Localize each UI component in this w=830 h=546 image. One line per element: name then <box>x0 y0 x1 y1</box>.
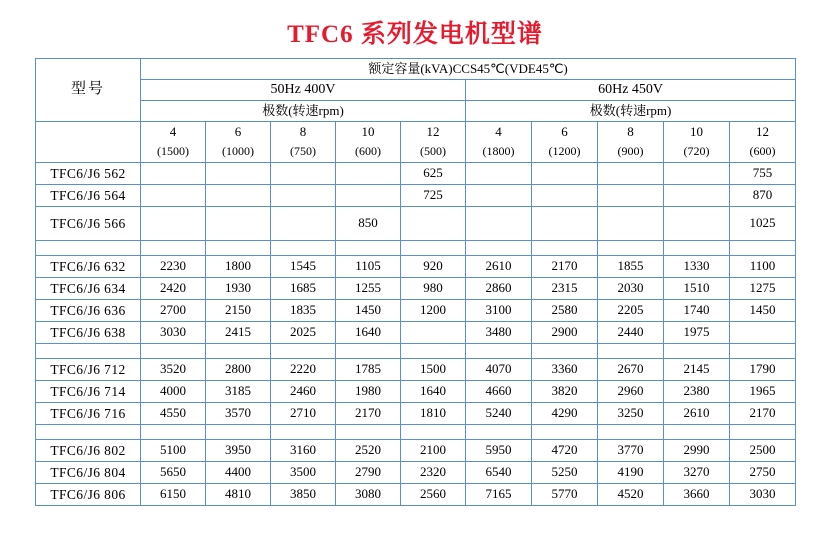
pole-number-1-4: 12 <box>730 122 796 143</box>
rating-cell-12-7 <box>598 425 664 440</box>
model-cell: TFC6/J6 638 <box>36 322 141 344</box>
rating-cell-15-6: 5770 <box>532 484 598 506</box>
model-cell: TFC6/J6 566 <box>36 207 141 241</box>
model-cell: TFC6/J6 632 <box>36 256 141 278</box>
rating-cell-2-8 <box>664 207 730 241</box>
rating-cell-7-7: 2440 <box>598 322 664 344</box>
rating-cell-8-5 <box>466 344 532 359</box>
rating-cell-4-9: 1100 <box>730 256 796 278</box>
rating-cell-9-0: 3520 <box>141 359 206 381</box>
table-row <box>36 163 796 185</box>
rating-cell-6-8: 1740 <box>664 300 730 322</box>
rating-cell-10-0: 4000 <box>141 381 206 403</box>
rating-cell-2-4 <box>401 207 466 241</box>
rating-cell-5-7: 2030 <box>598 278 664 300</box>
table-row <box>36 322 796 344</box>
table-row <box>36 241 796 256</box>
rating-cell-7-1: 2415 <box>206 322 271 344</box>
rating-cell-6-9: 1450 <box>730 300 796 322</box>
rating-cell-8-1 <box>206 344 271 359</box>
table-row <box>36 300 796 322</box>
rating-cell-10-2: 2460 <box>271 381 336 403</box>
rating-cell-1-4: 725 <box>401 185 466 207</box>
rating-cell-7-6: 2900 <box>532 322 598 344</box>
rating-cell-9-6: 3360 <box>532 359 598 381</box>
rating-cell-12-0 <box>141 425 206 440</box>
rating-cell-6-5: 3100 <box>466 300 532 322</box>
rating-cell-1-6 <box>532 185 598 207</box>
rating-cell-7-0: 3030 <box>141 322 206 344</box>
rating-cell-13-9: 2500 <box>730 440 796 462</box>
rating-cell-4-6: 2170 <box>532 256 598 278</box>
model-cell: TFC6/J6 806 <box>36 484 141 506</box>
rating-cell-1-3 <box>336 185 401 207</box>
rating-cell-5-4: 980 <box>401 278 466 300</box>
rating-cell-15-2: 3850 <box>271 484 336 506</box>
capacity-header: 额定容量(kVA)CCS45℃(VDE45℃) <box>141 59 796 80</box>
rating-cell-14-5: 6540 <box>466 462 532 484</box>
rating-cell-4-1: 1800 <box>206 256 271 278</box>
rating-cell-10-8: 2380 <box>664 381 730 403</box>
rating-cell-14-0: 5650 <box>141 462 206 484</box>
rating-cell-6-3: 1450 <box>336 300 401 322</box>
rating-cell-10-6: 3820 <box>532 381 598 403</box>
rating-cell-6-4: 1200 <box>401 300 466 322</box>
rating-cell-1-5 <box>466 185 532 207</box>
pole-rpm-0-4: (500) <box>401 142 466 163</box>
rating-cell-13-4: 2100 <box>401 440 466 462</box>
rating-cell-9-8: 2145 <box>664 359 730 381</box>
rating-cell-4-4: 920 <box>401 256 466 278</box>
rating-cell-8-8 <box>664 344 730 359</box>
pole-number-1-2: 8 <box>598 122 664 143</box>
rating-cell-12-1 <box>206 425 271 440</box>
rating-cell-13-8: 2990 <box>664 440 730 462</box>
rating-cell-1-2 <box>271 185 336 207</box>
pole-rpm-0-1: (1000) <box>206 142 271 163</box>
rating-cell-11-6: 4290 <box>532 403 598 425</box>
rating-cell-5-6: 2315 <box>532 278 598 300</box>
model-column-header: 型号 <box>36 59 141 122</box>
rating-cell-15-0: 6150 <box>141 484 206 506</box>
rating-cell-10-1: 3185 <box>206 381 271 403</box>
rating-cell-14-4: 2320 <box>401 462 466 484</box>
header-row-frequency <box>36 80 796 101</box>
rating-cell-1-8 <box>664 185 730 207</box>
rating-cell-11-2: 2710 <box>271 403 336 425</box>
pole-number-0-3: 10 <box>336 122 401 143</box>
rating-cell-7-8: 1975 <box>664 322 730 344</box>
rating-cell-4-2: 1545 <box>271 256 336 278</box>
rating-cell-10-7: 2960 <box>598 381 664 403</box>
table-row <box>36 462 796 484</box>
rating-cell-1-7 <box>598 185 664 207</box>
model-cell: TFC6/J6 802 <box>36 440 141 462</box>
rating-cell-9-3: 1785 <box>336 359 401 381</box>
rating-cell-12-3 <box>336 425 401 440</box>
rating-cell-4-0: 2230 <box>141 256 206 278</box>
header-row-capacity <box>36 59 796 80</box>
model-cell: TFC6/J6 564 <box>36 185 141 207</box>
rating-cell-2-0 <box>141 207 206 241</box>
model-cell <box>36 241 141 256</box>
rating-cell-3-3 <box>336 241 401 256</box>
rating-cell-9-1: 2800 <box>206 359 271 381</box>
header-row-pole-rpm <box>36 142 796 163</box>
rating-cell-8-2 <box>271 344 336 359</box>
rating-cell-3-2 <box>271 241 336 256</box>
page-title: TFC6 系列发电机型谱 <box>287 21 543 48</box>
table-row <box>36 256 796 278</box>
rating-cell-8-9 <box>730 344 796 359</box>
rating-cell-6-0: 2700 <box>141 300 206 322</box>
rating-cell-0-9: 755 <box>730 163 796 185</box>
rating-cell-1-1 <box>206 185 271 207</box>
model-cell: TFC6/J6 804 <box>36 462 141 484</box>
header-row-pole-numbers <box>36 122 796 143</box>
rating-cell-0-6 <box>532 163 598 185</box>
poles-label-1: 极数(转速rpm) <box>466 101 796 122</box>
rating-cell-12-9 <box>730 425 796 440</box>
model-cell <box>36 344 141 359</box>
pole-number-0-4: 12 <box>401 122 466 143</box>
model-cell: TFC6/J6 636 <box>36 300 141 322</box>
rating-cell-14-9: 2750 <box>730 462 796 484</box>
rating-cell-9-2: 2220 <box>271 359 336 381</box>
rating-cell-7-4 <box>401 322 466 344</box>
rating-cell-9-7: 2670 <box>598 359 664 381</box>
poles-label-0: 极数(转速rpm) <box>141 101 466 122</box>
rating-cell-8-3 <box>336 344 401 359</box>
rating-cell-15-3: 3080 <box>336 484 401 506</box>
rating-cell-2-2 <box>271 207 336 241</box>
pole-rpm-0-0: (1500) <box>141 142 206 163</box>
rating-cell-2-1 <box>206 207 271 241</box>
rating-cell-11-0: 4550 <box>141 403 206 425</box>
rating-cell-3-9 <box>730 241 796 256</box>
rating-cell-3-0 <box>141 241 206 256</box>
rating-cell-11-3: 2170 <box>336 403 401 425</box>
rating-cell-5-8: 1510 <box>664 278 730 300</box>
table-row <box>36 403 796 425</box>
rating-cell-10-9: 1965 <box>730 381 796 403</box>
table-row <box>36 278 796 300</box>
rating-cell-0-1 <box>206 163 271 185</box>
rating-cell-4-3: 1105 <box>336 256 401 278</box>
rating-cell-5-5: 2860 <box>466 278 532 300</box>
rating-cell-6-1: 2150 <box>206 300 271 322</box>
rating-cell-3-4 <box>401 241 466 256</box>
model-cell: TFC6/J6 716 <box>36 403 141 425</box>
rating-cell-15-5: 7165 <box>466 484 532 506</box>
table-row <box>36 207 796 241</box>
rating-cell-13-0: 5100 <box>141 440 206 462</box>
rating-cell-0-0 <box>141 163 206 185</box>
rating-cell-9-4: 1500 <box>401 359 466 381</box>
rating-cell-13-2: 3160 <box>271 440 336 462</box>
pole-rpm-0-3: (600) <box>336 142 401 163</box>
rating-cell-3-8 <box>664 241 730 256</box>
model-cell: TFC6/J6 714 <box>36 381 141 403</box>
rating-cell-3-1 <box>206 241 271 256</box>
rating-cell-5-9: 1275 <box>730 278 796 300</box>
rating-cell-12-5 <box>466 425 532 440</box>
table-row <box>36 359 796 381</box>
rating-cell-9-5: 4070 <box>466 359 532 381</box>
rating-cell-14-3: 2790 <box>336 462 401 484</box>
rating-cell-8-6 <box>532 344 598 359</box>
rating-cell-13-1: 3950 <box>206 440 271 462</box>
table-row <box>36 185 796 207</box>
rating-cell-5-3: 1255 <box>336 278 401 300</box>
spec-table-wrapper <box>35 58 795 506</box>
rating-cell-15-7: 4520 <box>598 484 664 506</box>
table-row <box>36 344 796 359</box>
rating-cell-6-2: 1835 <box>271 300 336 322</box>
rating-cell-7-2: 2025 <box>271 322 336 344</box>
rating-cell-0-8 <box>664 163 730 185</box>
rating-cell-14-2: 3500 <box>271 462 336 484</box>
rating-cell-11-5: 5240 <box>466 403 532 425</box>
rating-cell-8-4 <box>401 344 466 359</box>
rating-cell-0-2 <box>271 163 336 185</box>
pole-rpm-1-3: (720) <box>664 142 730 163</box>
pole-number-1-0: 4 <box>466 122 532 143</box>
model-cell: TFC6/J6 712 <box>36 359 141 381</box>
model-cell: TFC6/J6 634 <box>36 278 141 300</box>
rating-cell-12-4 <box>401 425 466 440</box>
pole-rpm-1-0: (1800) <box>466 142 532 163</box>
rating-cell-3-5 <box>466 241 532 256</box>
rating-cell-8-0 <box>141 344 206 359</box>
rating-cell-5-1: 1930 <box>206 278 271 300</box>
rating-cell-4-8: 1330 <box>664 256 730 278</box>
rating-cell-3-7 <box>598 241 664 256</box>
rating-cell-2-7 <box>598 207 664 241</box>
rating-cell-10-3: 1980 <box>336 381 401 403</box>
rating-cell-14-7: 4190 <box>598 462 664 484</box>
rating-cell-7-3: 1640 <box>336 322 401 344</box>
rating-cell-4-5: 2610 <box>466 256 532 278</box>
rating-cell-0-5 <box>466 163 532 185</box>
pole-number-0-2: 8 <box>271 122 336 143</box>
generator-spec-table <box>35 58 796 506</box>
pole-number-0-1: 6 <box>206 122 271 143</box>
rating-cell-2-6 <box>532 207 598 241</box>
rating-cell-11-9: 2170 <box>730 403 796 425</box>
model-cell <box>36 425 141 440</box>
table-row <box>36 484 796 506</box>
table-row <box>36 425 796 440</box>
table-row <box>36 381 796 403</box>
pole-number-0-0: 4 <box>141 122 206 143</box>
pole-rpm-1-1: (1200) <box>532 142 598 163</box>
pole-number-1-3: 10 <box>664 122 730 143</box>
rating-cell-14-1: 4400 <box>206 462 271 484</box>
rating-cell-4-7: 1855 <box>598 256 664 278</box>
model-header-spacer <box>36 122 141 163</box>
rating-cell-12-8 <box>664 425 730 440</box>
rating-cell-11-8: 2610 <box>664 403 730 425</box>
rating-cell-13-6: 4720 <box>532 440 598 462</box>
rating-cell-7-9 <box>730 322 796 344</box>
rating-cell-8-7 <box>598 344 664 359</box>
rating-cell-5-0: 2420 <box>141 278 206 300</box>
frequency-group-header-0: 50Hz 400V <box>141 80 466 101</box>
rating-cell-15-1: 4810 <box>206 484 271 506</box>
rating-cell-12-6 <box>532 425 598 440</box>
rating-cell-9-9: 1790 <box>730 359 796 381</box>
pole-rpm-1-2: (900) <box>598 142 664 163</box>
rating-cell-5-2: 1685 <box>271 278 336 300</box>
rating-cell-15-8: 3660 <box>664 484 730 506</box>
rating-cell-14-8: 3270 <box>664 462 730 484</box>
rating-cell-12-2 <box>271 425 336 440</box>
table-row <box>36 440 796 462</box>
rating-cell-15-4: 2560 <box>401 484 466 506</box>
rating-cell-15-9: 3030 <box>730 484 796 506</box>
rating-cell-1-9: 870 <box>730 185 796 207</box>
pole-rpm-0-2: (750) <box>271 142 336 163</box>
rating-cell-13-7: 3770 <box>598 440 664 462</box>
model-cell: TFC6/J6 562 <box>36 163 141 185</box>
rating-cell-2-3: 850 <box>336 207 401 241</box>
pole-number-1-1: 6 <box>532 122 598 143</box>
rating-cell-13-3: 2520 <box>336 440 401 462</box>
rating-cell-13-5: 5950 <box>466 440 532 462</box>
frequency-group-header-1: 60Hz 450V <box>466 80 796 101</box>
rating-cell-0-4: 625 <box>401 163 466 185</box>
header-row-poles-label <box>36 101 796 122</box>
rating-cell-2-5 <box>466 207 532 241</box>
rating-cell-11-1: 3570 <box>206 403 271 425</box>
rating-cell-6-7: 2205 <box>598 300 664 322</box>
rating-cell-14-6: 5250 <box>532 462 598 484</box>
rating-cell-10-5: 4660 <box>466 381 532 403</box>
rating-cell-1-0 <box>141 185 206 207</box>
rating-cell-7-5: 3480 <box>466 322 532 344</box>
rating-cell-0-3 <box>336 163 401 185</box>
rating-cell-2-9: 1025 <box>730 207 796 241</box>
pole-rpm-1-4: (600) <box>730 142 796 163</box>
rating-cell-3-6 <box>532 241 598 256</box>
rating-cell-10-4: 1640 <box>401 381 466 403</box>
rating-cell-11-7: 3250 <box>598 403 664 425</box>
rating-cell-11-4: 1810 <box>401 403 466 425</box>
rating-cell-6-6: 2580 <box>532 300 598 322</box>
rating-cell-0-7 <box>598 163 664 185</box>
